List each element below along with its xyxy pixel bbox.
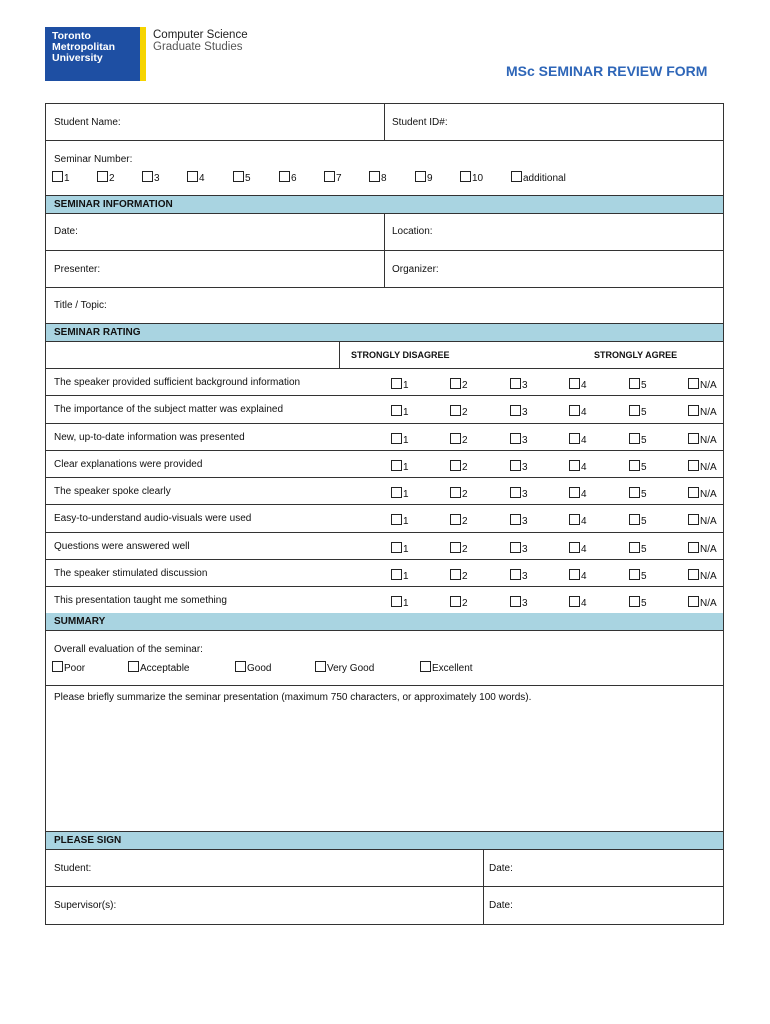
rating-checkbox-2-label: 2 (462, 434, 468, 446)
checkbox-icon[interactable] (569, 514, 580, 525)
rating-checkbox-4[interactable] (569, 542, 587, 555)
rating-checkbox-na-label: N/A (700, 571, 717, 583)
student-name-cell[interactable] (46, 104, 385, 140)
rating-checkbox-3-label: 3 (522, 434, 528, 446)
rating-checkbox-1-label: 1 (403, 598, 409, 610)
rating-checkbox-1[interactable] (391, 514, 409, 527)
student-sign-date-label: Date: (489, 863, 513, 875)
seminar-number-checkbox-9-label: 9 (427, 173, 433, 184)
supervisor-sign-cell[interactable] (46, 887, 484, 924)
rating-checkbox-4[interactable] (569, 405, 587, 418)
summary-header (46, 613, 723, 631)
rating-statement: Easy-to-understand audio-visuals were used (54, 513, 252, 525)
checkbox-icon[interactable] (460, 171, 471, 182)
rating-checkbox-3[interactable] (510, 378, 528, 391)
rating-checkbox-4-label: 4 (581, 489, 587, 501)
rating-checkbox-1-label: 1 (403, 571, 409, 583)
organizer-label: Organizer: (392, 264, 439, 275)
rating-checkbox-5-label: 5 (641, 543, 647, 555)
rating-checkbox-3[interactable] (510, 433, 528, 446)
rating-checkbox-4[interactable] (569, 487, 587, 500)
checkbox-icon[interactable] (391, 460, 402, 471)
seminar-number-checkbox-4-label: 4 (199, 173, 205, 184)
rating-checkbox-2[interactable] (450, 378, 468, 391)
student-id-label: Student ID#: (392, 117, 448, 128)
summary-prompt: Please briefly summarize the seminar presentation (maximum 750 characters, or approximately 100 words). (54, 692, 532, 704)
review-form (45, 103, 724, 925)
checkbox-icon[interactable] (391, 514, 402, 525)
checkbox-icon[interactable] (629, 514, 640, 525)
rating-scale-row (46, 342, 723, 369)
rating-checkbox-na-label: N/A (700, 380, 717, 391)
seminar-number-checkbox-5-label: 5 (245, 173, 251, 184)
checkbox-icon[interactable] (391, 596, 402, 607)
rating-checkbox-2[interactable] (450, 569, 468, 582)
rating-checkbox-2[interactable] (450, 542, 468, 555)
seminar-number-checkbox-8[interactable] (369, 171, 387, 184)
rating-checkbox-na[interactable] (688, 433, 717, 446)
overall-checkbox-very-good[interactable] (315, 661, 374, 674)
checkbox-icon[interactable] (688, 542, 699, 553)
checkbox-icon[interactable] (391, 569, 402, 580)
sign-title: PLEASE SIGN (54, 835, 122, 847)
overall-checkbox-poor-label: Poor (64, 663, 86, 675)
summary-box[interactable] (46, 686, 723, 832)
rating-checkbox-na[interactable] (688, 405, 717, 418)
checkbox-icon[interactable] (688, 405, 699, 416)
checkbox-icon[interactable] (128, 661, 139, 672)
rating-checkbox-5[interactable] (629, 542, 647, 555)
rating-checkbox-5[interactable] (629, 487, 647, 500)
checkbox-icon[interactable] (450, 542, 461, 553)
rating-checkbox-4[interactable] (569, 433, 587, 446)
rating-statement: The speaker spoke clearly (54, 486, 171, 498)
checkbox-icon[interactable] (510, 569, 521, 580)
rating-checkbox-4-label: 4 (581, 516, 587, 528)
rating-checkbox-1-label: 1 (403, 516, 409, 528)
checkbox-icon[interactable] (688, 460, 699, 471)
checkbox-icon[interactable] (97, 171, 108, 182)
rating-scale-spacer (46, 342, 340, 368)
checkbox-icon[interactable] (629, 460, 640, 471)
seminar-number-checkbox-additional[interactable] (511, 171, 566, 184)
rating-checkbox-3[interactable] (510, 514, 528, 527)
rating-checkbox-3-label: 3 (522, 461, 528, 473)
checkbox-icon[interactable] (450, 569, 461, 580)
rating-statement: Clear explanations were provided (54, 458, 203, 470)
supervisor-sign-row (46, 887, 723, 924)
rating-checkbox-3-label: 3 (522, 598, 528, 610)
overall-checkbox-poor[interactable] (52, 661, 85, 674)
rating-statement: This presentation taught me something (54, 595, 227, 607)
checkbox-icon[interactable] (391, 487, 402, 498)
checkbox-icon[interactable] (510, 487, 521, 498)
rating-checkbox-4-label: 4 (581, 380, 587, 391)
checkbox-icon[interactable] (629, 405, 640, 416)
rating-checkbox-na-label: N/A (700, 516, 717, 528)
rating-checkbox-1-label: 1 (403, 461, 409, 473)
rating-checkbox-1[interactable] (391, 378, 409, 391)
checkbox-icon[interactable] (688, 514, 699, 525)
seminar-number-checkbox-9[interactable] (415, 171, 433, 184)
rating-checkbox-1-label: 1 (403, 489, 409, 501)
rating-checkbox-1[interactable] (391, 405, 409, 418)
supervisor-sign-date-label: Date: (489, 900, 513, 912)
checkbox-icon[interactable] (629, 569, 640, 580)
checkbox-icon[interactable] (510, 433, 521, 444)
rating-checkbox-5-label: 5 (641, 489, 647, 501)
rating-checkbox-5-label: 5 (641, 434, 647, 446)
rating-checkbox-5[interactable] (629, 569, 647, 582)
rating-checkbox-3[interactable] (510, 596, 528, 609)
rating-statement: The speaker provided sufficient background information (54, 377, 301, 388)
seminar-number-checkbox-4[interactable] (187, 171, 205, 184)
checkbox-icon[interactable] (369, 171, 380, 182)
checkbox-icon[interactable] (450, 460, 461, 471)
rating-checkbox-1-label: 1 (403, 434, 409, 446)
checkbox-icon[interactable] (510, 542, 521, 553)
rating-checkbox-3[interactable] (510, 569, 528, 582)
rating-checkbox-3-label: 3 (522, 543, 528, 555)
rating-checkbox-na-label: N/A (700, 598, 717, 610)
checkbox-icon[interactable] (233, 171, 244, 182)
checkbox-icon[interactable] (569, 378, 580, 389)
checkbox-icon[interactable] (450, 433, 461, 444)
rating-row (46, 424, 723, 451)
title-topic-label: Title / Topic: (54, 300, 107, 311)
checkbox-icon[interactable] (688, 487, 699, 498)
checkbox-icon[interactable] (510, 405, 521, 416)
seminar-number-label: Seminar Number: (54, 154, 133, 165)
checkbox-icon[interactable] (688, 433, 699, 444)
rating-checkbox-1[interactable] (391, 569, 409, 582)
presenter-label: Presenter: (54, 264, 101, 275)
overall-checkbox-very-good-label: Very Good (327, 663, 375, 675)
rating-checkbox-3-label: 3 (522, 489, 528, 501)
rating-checkbox-na-label: N/A (700, 434, 717, 446)
rating-checkbox-3-label: 3 (522, 380, 528, 391)
date-label: Date: (54, 226, 78, 237)
checkbox-icon[interactable] (510, 460, 521, 471)
rating-checkbox-2-label: 2 (462, 516, 468, 528)
department-name (153, 29, 248, 53)
university-logo (45, 27, 146, 81)
rating-checkbox-5-label: 5 (641, 461, 647, 473)
rating-row (46, 478, 723, 505)
seminar-number-checkbox-10-label: 10 (472, 173, 484, 184)
rating-checkbox-2[interactable] (450, 460, 468, 473)
seminar-number-checkbox-3-label: 3 (154, 173, 160, 184)
rating-checkbox-1[interactable] (391, 596, 409, 609)
rating-checkbox-2[interactable] (450, 433, 468, 446)
checkbox-icon[interactable] (688, 378, 699, 389)
rating-checkbox-na[interactable] (688, 487, 717, 500)
logo-line-2: Metropolitan (52, 41, 115, 53)
rating-checkbox-5-label: 5 (641, 516, 647, 528)
seminar-number-checkbox-5[interactable] (233, 171, 251, 184)
summary-title: SUMMARY (54, 616, 106, 628)
rating-checkbox-3[interactable] (510, 460, 528, 473)
checkbox-icon[interactable] (569, 487, 580, 498)
checkbox-icon[interactable] (510, 514, 521, 525)
rating-checkbox-5-label: 5 (641, 598, 647, 610)
seminar-info-header (46, 196, 723, 214)
rating-checkbox-5-label: 5 (641, 407, 647, 419)
checkbox-icon[interactable] (510, 596, 521, 607)
rating-checkbox-na[interactable] (688, 569, 717, 582)
rating-checkbox-5[interactable] (629, 433, 647, 446)
seminar-number-checkbox-6[interactable] (279, 171, 297, 184)
rating-checkbox-4[interactable] (569, 596, 587, 609)
rating-row (46, 396, 723, 423)
rating-checkbox-2-label: 2 (462, 461, 468, 473)
seminar-number-checkbox-8-label: 8 (381, 173, 387, 184)
seminar-number-checkbox-7-label: 7 (336, 173, 342, 184)
rating-checkbox-1-label: 1 (403, 380, 409, 391)
checkbox-icon[interactable] (450, 405, 461, 416)
checkbox-icon[interactable] (279, 171, 290, 182)
checkbox-icon[interactable] (569, 542, 580, 553)
overall-checkbox-excellent[interactable] (420, 661, 473, 674)
rating-checkbox-2-label: 2 (462, 598, 468, 610)
student-sign-label: Student: (54, 863, 92, 875)
seminar-number-checkbox-6-label: 6 (291, 173, 297, 184)
rating-checkbox-2-label: 2 (462, 380, 468, 391)
date-location-row (46, 214, 723, 251)
rating-row (46, 369, 723, 396)
scale-high-label: STRONGLY AGREE (594, 350, 678, 360)
rating-checkbox-1[interactable] (391, 542, 409, 555)
checkbox-icon[interactable] (569, 596, 580, 607)
rating-checkbox-4-label: 4 (581, 461, 587, 473)
seminar-number-checkbox-1-label: 1 (64, 173, 70, 184)
checkbox-icon[interactable] (315, 661, 326, 672)
rating-checkbox-5-label: 5 (641, 380, 647, 391)
checkbox-icon[interactable] (415, 171, 426, 182)
scale-low-label: STRONGLY DISAGREE (351, 350, 450, 360)
checkbox-icon[interactable] (629, 433, 640, 444)
overall-checkbox-acceptable-label: Acceptable (140, 663, 190, 675)
rating-checkbox-5-label: 5 (641, 571, 647, 583)
supervisor-sign-label: Supervisor(s): (54, 900, 117, 912)
overall-checkbox-excellent-label: Excellent (432, 663, 473, 675)
checkbox-icon[interactable] (629, 378, 640, 389)
checkbox-icon[interactable] (391, 378, 402, 389)
logo-line-3: University (52, 52, 103, 64)
checkbox-icon[interactable] (569, 569, 580, 580)
rating-checkbox-4[interactable] (569, 569, 587, 582)
rating-checkbox-2[interactable] (450, 405, 468, 418)
rating-checkbox-3[interactable] (510, 405, 528, 418)
checkbox-icon[interactable] (629, 542, 640, 553)
checkbox-icon[interactable] (450, 596, 461, 607)
rating-checkbox-1-label: 1 (403, 543, 409, 555)
rating-checkbox-4-label: 4 (581, 434, 587, 446)
rating-checkbox-2-label: 2 (462, 489, 468, 501)
rating-checkbox-5[interactable] (629, 596, 647, 609)
rating-checkbox-1[interactable] (391, 460, 409, 473)
checkbox-icon[interactable] (391, 405, 402, 416)
presenter-organizer-row (46, 251, 723, 288)
rating-checkbox-4[interactable] (569, 378, 587, 391)
checkbox-icon[interactable] (450, 487, 461, 498)
rating-checkbox-na-label: N/A (700, 543, 717, 555)
rating-checkbox-2[interactable] (450, 514, 468, 527)
checkbox-icon[interactable] (235, 661, 246, 672)
checkbox-icon[interactable] (511, 171, 522, 182)
rating-checkbox-3[interactable] (510, 487, 528, 500)
checkbox-icon[interactable] (688, 569, 699, 580)
date-cell[interactable] (46, 214, 385, 250)
seminar-number-row (46, 141, 723, 196)
presenter-cell[interactable] (46, 251, 385, 287)
overall-evaluation-label: Overall evaluation of the seminar: (54, 644, 203, 656)
checkbox-icon[interactable] (450, 514, 461, 525)
seminar-number-checkbox-additional-label: additional (523, 173, 566, 184)
rating-checkbox-na[interactable] (688, 460, 717, 473)
rating-statement: Questions were answered well (54, 540, 190, 552)
rating-checkbox-2[interactable] (450, 487, 468, 500)
rating-checkbox-4-label: 4 (581, 543, 587, 555)
rating-checkbox-na-label: N/A (700, 461, 717, 473)
rating-checkbox-4-label: 4 (581, 407, 587, 419)
student-sign-cell[interactable] (46, 850, 484, 886)
department-title: Computer Science (153, 29, 248, 41)
checkbox-icon[interactable] (391, 542, 402, 553)
checkbox-icon[interactable] (629, 487, 640, 498)
logo-line-1: Toronto (52, 30, 91, 42)
checkbox-icon[interactable] (450, 378, 461, 389)
checkbox-icon[interactable] (52, 661, 63, 672)
seminar-number-checkbox-7[interactable] (324, 171, 342, 184)
seminar-rating-title: SEMINAR RATING (54, 327, 141, 338)
rating-checkbox-3[interactable] (510, 542, 528, 555)
rating-checkbox-2[interactable] (450, 596, 468, 609)
rating-checkbox-5[interactable] (629, 405, 647, 418)
rating-statement: The importance of the subject matter was explained (54, 404, 284, 416)
rating-checkbox-2-label: 2 (462, 571, 468, 583)
rating-checkbox-4[interactable] (569, 460, 587, 473)
rating-checkbox-5[interactable] (629, 460, 647, 473)
checkbox-icon[interactable] (142, 171, 153, 182)
rating-row (46, 560, 723, 587)
checkbox-icon[interactable] (629, 596, 640, 607)
checkbox-icon[interactable] (324, 171, 335, 182)
rating-checkbox-4[interactable] (569, 514, 587, 527)
rating-checkbox-na[interactable] (688, 378, 717, 391)
rating-checkbox-1[interactable] (391, 487, 409, 500)
rating-row (46, 451, 723, 478)
rating-statement: The speaker stimulated discussion (54, 568, 208, 580)
program-title: Graduate Studies (153, 41, 243, 53)
rating-statement: New, up-to-date information was presented (54, 431, 245, 443)
seminar-number-checkbox-2[interactable] (97, 171, 115, 184)
student-name-label: Student Name: (54, 117, 121, 128)
rating-checkbox-4-label: 4 (581, 598, 587, 610)
form-title: MSc SEMINAR REVIEW FORM (506, 63, 708, 79)
rating-checkbox-na[interactable] (688, 542, 717, 555)
rating-rows (46, 369, 723, 613)
rating-checkbox-3-label: 3 (522, 516, 528, 528)
checkbox-icon[interactable] (569, 433, 580, 444)
rating-checkbox-5[interactable] (629, 378, 647, 391)
title-topic-row[interactable] (46, 288, 723, 324)
seminar-number-checkbox-10[interactable] (460, 171, 483, 184)
rating-checkbox-2-label: 2 (462, 543, 468, 555)
rating-checkbox-5[interactable] (629, 514, 647, 527)
sign-header (46, 832, 723, 850)
seminar-number-checkbox-1[interactable] (52, 171, 70, 184)
checkbox-icon[interactable] (688, 596, 699, 607)
overall-checkbox-acceptable[interactable] (128, 661, 189, 674)
location-label: Location: (392, 226, 433, 237)
checkbox-icon[interactable] (187, 171, 198, 182)
student-sign-row (46, 850, 723, 887)
seminar-number-checkbox-3[interactable] (142, 171, 160, 184)
rating-row (46, 505, 723, 532)
checkbox-icon[interactable] (52, 171, 63, 182)
student-row (46, 104, 723, 141)
seminar-info-title: SEMINAR INFORMATION (54, 199, 173, 210)
checkbox-icon[interactable] (569, 405, 580, 416)
rating-checkbox-na[interactable] (688, 596, 717, 609)
rating-checkbox-3-label: 3 (522, 407, 528, 419)
rating-row (46, 533, 723, 560)
rating-checkbox-1[interactable] (391, 433, 409, 446)
checkbox-icon[interactable] (510, 378, 521, 389)
overall-checkbox-good[interactable] (235, 661, 271, 674)
checkbox-icon[interactable] (569, 460, 580, 471)
overall-checkbox-good-label: Good (247, 663, 272, 675)
rating-checkbox-4-label: 4 (581, 571, 587, 583)
rating-checkbox-na-label: N/A (700, 489, 717, 501)
rating-row (46, 587, 723, 613)
seminar-number-checkbox-2-label: 2 (109, 173, 115, 184)
checkbox-icon[interactable] (391, 433, 402, 444)
overall-evaluation-row (46, 631, 723, 686)
seminar-rating-header (46, 324, 723, 342)
rating-checkbox-na[interactable] (688, 514, 717, 527)
rating-checkbox-3-label: 3 (522, 571, 528, 583)
rating-checkbox-na-label: N/A (700, 407, 717, 419)
rating-checkbox-1-label: 1 (403, 407, 409, 419)
checkbox-icon[interactable] (420, 661, 431, 672)
rating-checkbox-2-label: 2 (462, 407, 468, 419)
